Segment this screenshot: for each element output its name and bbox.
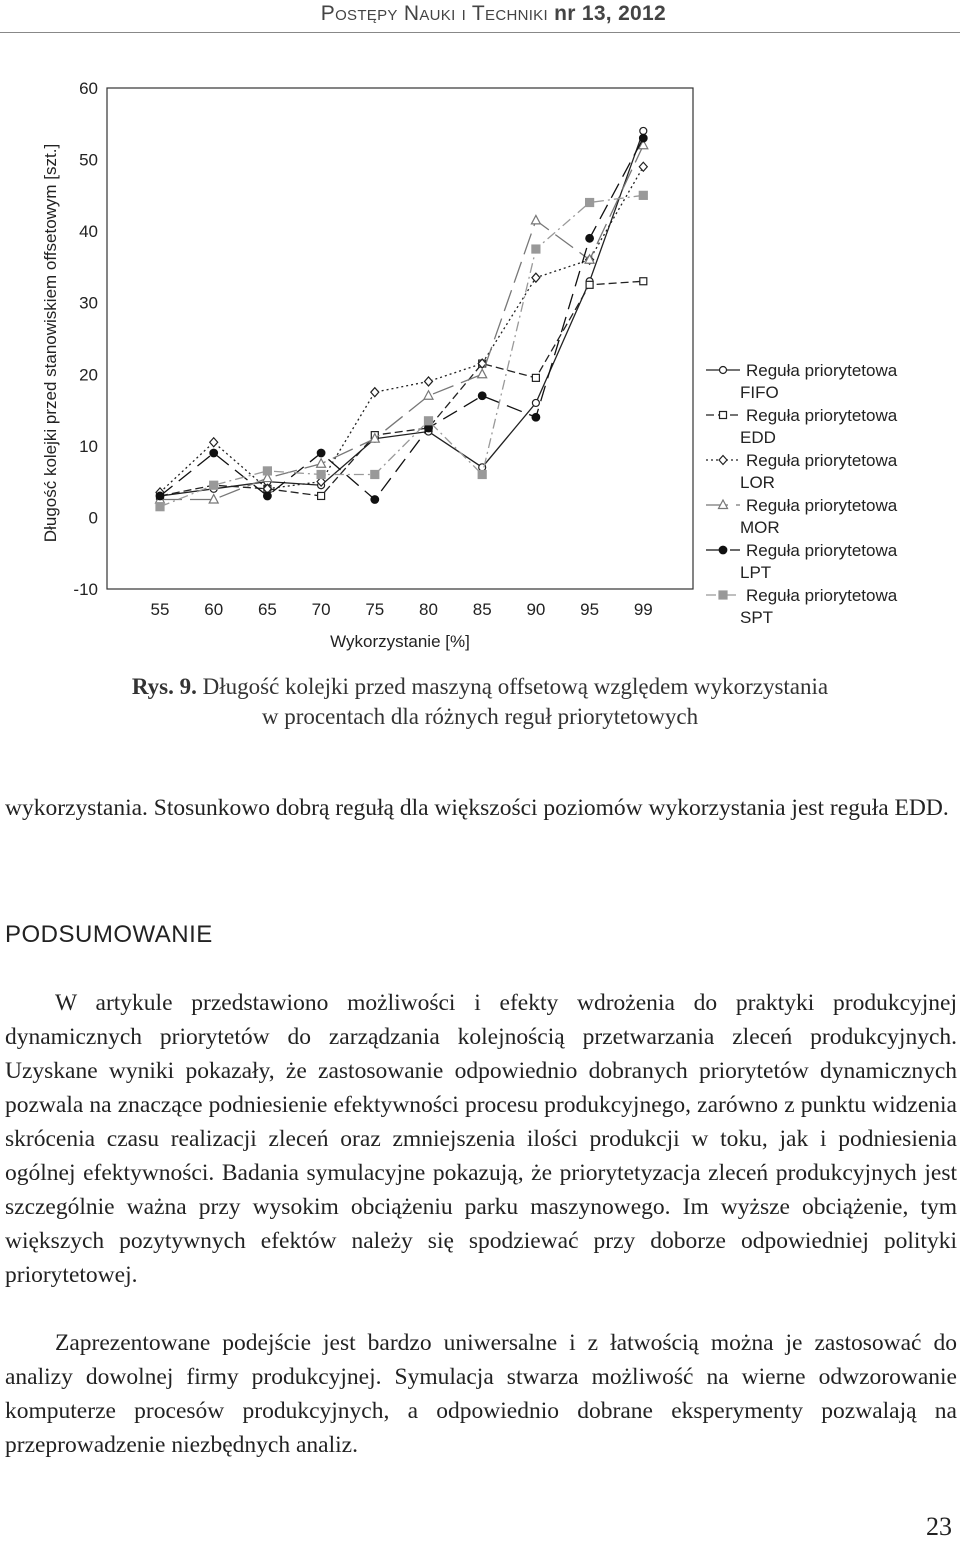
legend-entry-lor (706, 451, 898, 492)
data-point-marker (532, 273, 540, 282)
data-point-marker (156, 503, 164, 511)
y-tick-label: 40 (79, 222, 98, 242)
data-point-marker (317, 459, 326, 468)
data-point-marker (640, 127, 647, 134)
series-edd (157, 278, 647, 500)
caption-line-2: w procentach dla różnych reguł priorytetowych (261, 704, 699, 729)
legend-rule-name: LPT (740, 563, 772, 582)
x-tick-label: 95 (580, 600, 600, 619)
data-point-marker (532, 399, 539, 406)
data-point-marker (532, 413, 540, 421)
data-point-marker (532, 374, 539, 381)
data-point-marker (532, 245, 540, 253)
data-point-marker (371, 470, 379, 478)
data-point-marker (478, 369, 487, 378)
series-line (160, 131, 643, 496)
x-tick-label: 65 (257, 600, 277, 619)
figure-caption (0, 672, 960, 702)
data-point-marker (719, 546, 727, 554)
y-tick-label: 60 (79, 79, 98, 98)
data-point-marker (478, 392, 486, 400)
line-chart (0, 60, 960, 660)
legend-rule-name: MOR (740, 518, 780, 537)
data-point-marker (720, 367, 727, 374)
page-number: 23 (926, 1512, 952, 1541)
summary-paragraph-1 (5, 986, 957, 1292)
y-tick-label: 20 (79, 365, 98, 385)
data-point-marker (719, 591, 727, 599)
series-lor (156, 162, 647, 497)
data-point-marker (210, 481, 218, 489)
data-point-marker (156, 492, 164, 500)
data-point-marker (425, 417, 433, 425)
figure-label: Rys. 9. (131, 674, 197, 699)
data-point-marker (210, 449, 218, 457)
x-tick-label: 60 (204, 600, 224, 619)
plot-frame (107, 88, 693, 589)
data-point-marker (640, 278, 647, 285)
x-tick-label: 99 (633, 600, 653, 619)
data-point-marker (639, 191, 647, 199)
x-tick-label: 85 (472, 600, 492, 619)
running-header (321, 2, 666, 26)
y-tick-label: 30 (79, 293, 98, 313)
data-point-marker (371, 388, 379, 397)
legend-label: Reguła priorytetowa (746, 541, 898, 560)
data-point-marker (586, 235, 594, 243)
legend-label: Reguła priorytetowa (746, 496, 898, 515)
data-point-marker (424, 391, 433, 400)
x-tick-label: 75 (365, 600, 385, 619)
data-point-marker (209, 495, 218, 504)
series-line (160, 167, 643, 493)
summary-paragraph-2 (5, 1326, 957, 1462)
data-point-marker (371, 496, 379, 504)
y-tick-label: 10 (79, 436, 98, 456)
legend-entry-mor (706, 496, 898, 537)
legend-label: Reguła priorytetowa (746, 586, 898, 605)
legend-rule-name: EDD (740, 428, 776, 447)
x-tick-label: 80 (419, 600, 438, 619)
data-point-marker (210, 438, 218, 447)
issue-number: nr 13, 2012 (554, 2, 666, 25)
legend-entry-fifo (706, 361, 898, 402)
y-tick-label: 0 (88, 508, 98, 528)
series-line (160, 138, 643, 499)
legend-label: Reguła priorytetowa (746, 406, 898, 425)
data-point-marker (719, 456, 727, 465)
legend-entry-edd (706, 406, 898, 447)
summary-paragraph-1-text: W artykule przedstawiono możliwości i efekty wdrożenia do praktyki produkcyjnej dynamicznych priorytetów do zarządzania kolejnością przetwarzania zleceń produkcyjnych. Uzyskane wyniki pokazały, że zastosowanie odpowiednio dobranych priorytetów dynamicznych pozwala na znaczące podniesienie efektywności procesu produkcyjnego, zarówno z punktu widzenia skrócenia czasu realizacji zleceń oraz zmniejszenia ilości produkcji w toku, jak i podniesienia ogólnej efektywności. Badania symulacyjne pokazują, że priorytetyzacja zleceń produkcyjnych jest szczególnie ważna przy wysokim obciążeniu parku maszynowego. Im wyższe obciążenie, tym większych pozytywnych efektów należy się spodziewać przy doborze odpowiedniej polityki priorytetowej. (5, 990, 957, 1288)
legend-entry-spt (706, 586, 898, 627)
data-point-marker (586, 199, 594, 207)
y-tick-label: -10 (73, 580, 98, 599)
data-point-marker (639, 162, 647, 171)
data-point-marker (719, 500, 728, 509)
data-point-marker (640, 134, 648, 142)
journal-name: Postępy Nauki i Techniki (320, 2, 548, 25)
intro-paragraph: wykorzystania. Stosunkowo dobrą regułą dla większości poziomów wykorzystania jest reguła EDD. (5, 795, 949, 821)
data-point-marker (720, 412, 727, 419)
legend-rule-name: SPT (740, 608, 774, 627)
y-tick-label: 50 (79, 150, 98, 170)
section-title: PODSUMOWANIE (5, 921, 213, 948)
data-point-marker (317, 449, 325, 457)
caption-line-1: Długość kolejki przed maszyną offsetową względem wykorzystania (202, 674, 829, 699)
legend-rule-name: LOR (740, 473, 775, 492)
data-point-marker (263, 467, 271, 475)
legend-entry-lpt (706, 541, 898, 582)
data-point-marker (478, 470, 486, 478)
x-tick-label: 55 (150, 600, 170, 619)
data-point-marker (317, 470, 325, 478)
legend-rule-name: FIFO (740, 383, 779, 402)
summary-paragraph-2-text: Zaprezentowane podejście jest bardzo uniwersalne i z łatwością można je zastosować do analizy dowolnej firmy produkcyjnej. Symulacja stwarza możliwość na wierne odwzorowanie komputerze procesów produkcyjnych, a odpowiednio dobrane eksperymenty pozwalają na przeprowadzenie niezbędnych analiz. (5, 1330, 957, 1458)
x-axis-label: Wykorzystanie [%] (330, 632, 470, 651)
x-tick-label: 90 (526, 600, 546, 619)
data-point-marker (425, 377, 433, 386)
data-point-marker (586, 281, 593, 288)
data-point-marker (531, 215, 540, 224)
series-mor (156, 140, 648, 503)
header-rule (0, 32, 960, 33)
data-point-marker (318, 492, 325, 499)
series-line (160, 195, 643, 506)
x-tick-label: 70 (311, 600, 331, 619)
y-axis-label: Długość kolejki przed stanowiskiem offsetowym [szt.] (41, 143, 60, 543)
data-point-marker (264, 492, 272, 500)
legend-label: Reguła priorytetowa (746, 451, 898, 470)
legend-label: Reguła priorytetowa (746, 361, 898, 380)
